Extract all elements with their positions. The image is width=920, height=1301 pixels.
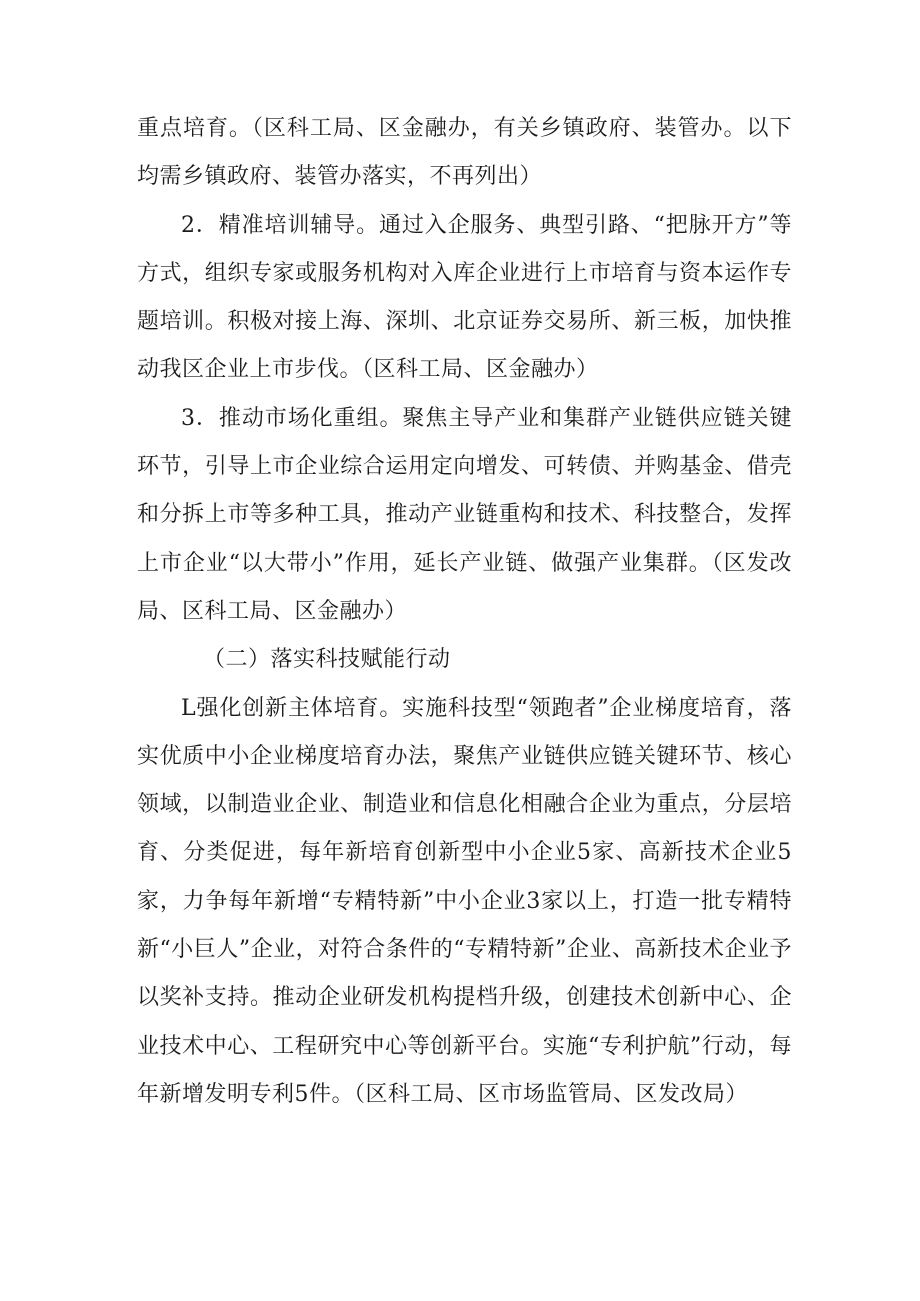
paragraph-continuation: 重点培育。（区科工局、区金融办，有关乡镇政府、装管办。以下均需乡镇政府、装管办落实，不再列出） bbox=[137, 116, 792, 190]
paragraph-item-2: 2．精准培训辅导。通过入企服务、典型引路、“把脉开方”等方式，组织专家或服务机构对入库企业进行上市培育与资本运作专题培训。积极对接上海、深圳、北京证券交易所、新三板，加快推动我区企业上市步伐。（区科工局、区金融办） bbox=[137, 212, 792, 383]
paragraph-item-3: 3．推动市场化重组。聚焦主导产业和集群产业链供应链关键环节，引导上市企业综合运用定向增发、可转债、并购基金、借壳和分拆上市等多种工具，推动产业链重构和技术、科技整合，发挥上市企业“以大带小”作用，延长产业链、做强产业集群。（区发改局、区科工局、区金融办） bbox=[137, 405, 792, 624]
document-page bbox=[137, 105, 792, 1119]
section-heading: （二）落实科技赋能行动 bbox=[203, 647, 451, 673]
paragraph-item-1: L强化创新主体培育。实施科技型“领跑者”企业梯度培育，落实优质中小企业梯度培育办法，聚焦产业链供应链关键环节、核心领域，以制造业企业、制造业和信息化相融合企业为重点，分层培育、分类促进，每年新培育创新型中小企业5家、高新技术企业5家，力争每年新增“专精特新”中小企业3家以上，打造一批专精特新“小巨人”企业，对符合条件的“专精特新”企业、高新技术企业予以奖补支持。推动企业研发机构提档升级，创建技术创新中心、企业技术中心、工程研究中心等创新平台。实施“专利护航”行动，每年新增发明专利5件。（区科工局、区市场监管局、区发改局） bbox=[137, 695, 792, 1107]
